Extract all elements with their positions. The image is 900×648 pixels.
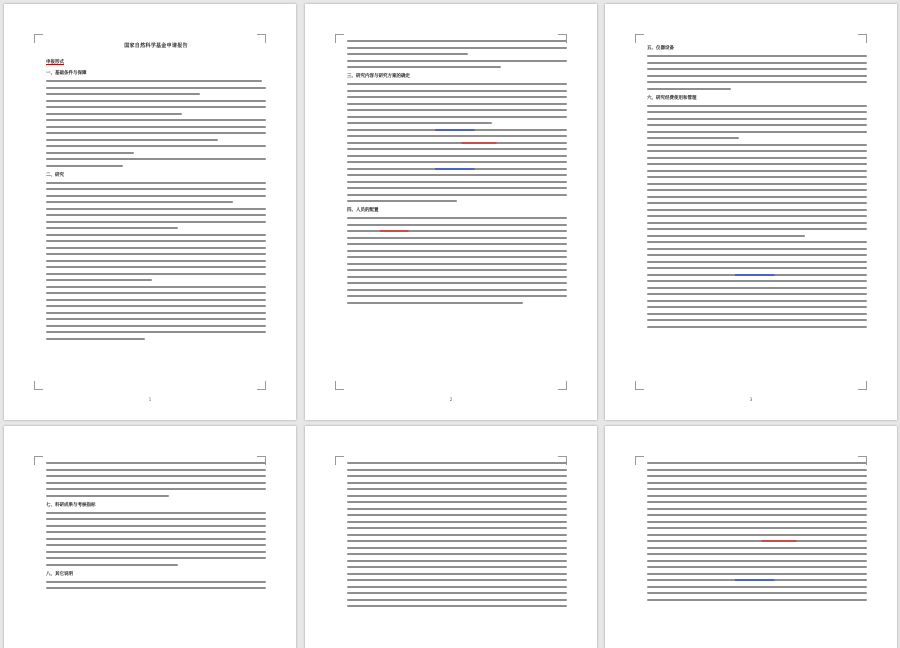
text-line <box>347 534 567 536</box>
text-line <box>647 469 867 471</box>
text-line <box>347 60 567 62</box>
text-line <box>347 269 567 271</box>
text-line <box>347 488 567 490</box>
text-line <box>347 605 567 607</box>
text-line <box>647 62 867 64</box>
crop-mark <box>858 381 867 390</box>
text-line <box>347 155 567 157</box>
text-line <box>46 182 266 184</box>
text-line <box>647 261 867 263</box>
text-line <box>347 553 567 555</box>
text-line <box>647 547 867 549</box>
text-line <box>46 87 266 89</box>
text-line <box>347 200 457 202</box>
text-line <box>46 260 266 262</box>
text-line-with-link <box>347 129 567 131</box>
text-line <box>46 221 266 223</box>
text-line <box>46 208 266 210</box>
crop-mark <box>335 34 344 43</box>
section-heading: 三、研究内容与研究方案的确定 <box>347 74 410 79</box>
text-line <box>647 111 867 113</box>
text-line <box>347 527 567 529</box>
crop-mark <box>635 34 644 43</box>
text-line <box>647 55 867 57</box>
text-line <box>647 592 867 594</box>
text-line <box>46 475 266 477</box>
page-number: 1 <box>148 397 152 402</box>
document-page-5 <box>305 426 597 648</box>
text-line <box>46 564 178 566</box>
section-heading: 一、基础条件与保障 <box>46 71 87 76</box>
page-number: 2 <box>449 397 453 402</box>
text-line <box>347 83 567 85</box>
document-page-6 <box>605 426 897 648</box>
document-page-2 <box>305 4 597 420</box>
text-line <box>347 282 567 284</box>
text-line-with-link <box>647 579 867 581</box>
text-line <box>46 227 178 229</box>
text-line <box>46 538 266 540</box>
page-content <box>347 462 567 612</box>
text-line <box>46 305 266 307</box>
text-line <box>647 228 867 230</box>
text-line <box>46 544 266 546</box>
text-line <box>46 266 266 268</box>
text-line <box>347 295 567 297</box>
text-line <box>46 312 266 314</box>
text-line <box>647 501 867 503</box>
text-line <box>347 514 567 516</box>
text-line <box>647 300 867 302</box>
text-line <box>347 96 567 98</box>
text-line <box>46 158 266 160</box>
text-line <box>647 553 867 555</box>
text-line <box>347 148 567 150</box>
text-line <box>647 157 867 159</box>
text-line <box>46 581 266 583</box>
text-line <box>46 139 218 141</box>
text-line <box>347 289 567 291</box>
text-line <box>347 53 468 55</box>
text-line <box>647 170 867 172</box>
text-line <box>46 279 152 281</box>
text-line <box>46 253 266 255</box>
text-line <box>46 165 123 167</box>
crop-mark <box>34 456 43 465</box>
text-line <box>347 194 567 196</box>
page-content <box>647 40 867 332</box>
text-line <box>46 482 266 484</box>
crop-mark <box>335 456 344 465</box>
text-line <box>647 586 867 588</box>
text-line <box>46 512 266 514</box>
text-line <box>347 462 567 464</box>
section-heading: 七、科研成果与考核指标 <box>46 502 96 508</box>
text-line <box>46 80 262 82</box>
text-line <box>647 508 867 510</box>
text-line <box>647 75 867 77</box>
text-line <box>647 81 867 83</box>
text-line <box>647 150 867 152</box>
text-line <box>647 248 867 250</box>
text-line <box>347 508 567 510</box>
text-line <box>647 254 867 256</box>
page-content <box>46 40 266 344</box>
text-line <box>647 573 867 575</box>
text-line <box>647 163 867 165</box>
text-line <box>46 325 266 327</box>
text-line <box>46 551 266 553</box>
text-line <box>647 293 867 295</box>
text-line <box>46 195 266 197</box>
text-line <box>347 276 567 278</box>
text-line <box>46 201 233 203</box>
text-line <box>46 318 266 320</box>
text-line <box>647 144 867 146</box>
text-line <box>347 573 567 575</box>
text-line <box>46 557 266 559</box>
text-line <box>347 181 567 183</box>
section-heading: 八、其它说明 <box>46 571 73 577</box>
text-line-with-link <box>347 168 567 170</box>
text-line <box>647 118 867 120</box>
text-line <box>46 113 182 115</box>
text-line <box>46 462 266 464</box>
text-line <box>347 116 567 118</box>
text-line <box>46 331 266 333</box>
text-line <box>647 514 867 516</box>
document-title: 国家自然科学基金申请报告 <box>124 43 188 49</box>
text-line <box>46 488 266 490</box>
text-line <box>347 592 567 594</box>
text-line <box>347 586 567 588</box>
crop-mark <box>257 381 266 390</box>
text-line <box>647 462 867 464</box>
section-heading: 二、研究 <box>46 172 64 178</box>
text-line <box>647 566 867 568</box>
page-content <box>647 462 867 605</box>
text-line <box>46 93 200 95</box>
section-heading: 六、研究经费使用和管理 <box>647 95 697 101</box>
text-line <box>647 560 867 562</box>
text-line <box>647 222 867 224</box>
text-line <box>46 100 266 102</box>
text-line <box>347 250 567 252</box>
text-line <box>347 161 567 163</box>
text-line <box>647 131 867 133</box>
text-line <box>347 579 567 581</box>
text-line-with-markup <box>347 142 567 144</box>
text-line <box>46 247 266 249</box>
text-line <box>347 482 567 484</box>
section-heading: 四、人员的配置 <box>347 208 379 213</box>
text-line <box>647 495 867 497</box>
text-line <box>347 90 567 92</box>
text-line <box>46 531 266 533</box>
crop-mark <box>34 34 43 43</box>
text-line <box>46 286 266 288</box>
text-line <box>46 145 266 147</box>
text-line <box>347 302 523 304</box>
text-line <box>347 47 567 49</box>
text-line <box>347 187 567 189</box>
text-line <box>46 292 266 294</box>
text-line <box>46 106 266 108</box>
section-heading: 申报形式 <box>46 60 64 65</box>
text-line <box>46 234 266 236</box>
text-line <box>347 263 567 265</box>
document-page-1 <box>4 4 296 420</box>
text-line <box>46 338 145 340</box>
text-line <box>347 122 492 124</box>
text-line <box>46 188 266 190</box>
text-line <box>647 599 867 601</box>
section-heading: 五、仪器设备 <box>647 46 674 51</box>
text-line <box>647 534 867 536</box>
text-line <box>647 287 867 289</box>
text-line <box>46 119 266 121</box>
text-line <box>46 587 266 589</box>
text-line <box>647 306 867 308</box>
text-line <box>647 137 739 139</box>
text-line-with-link <box>647 274 867 276</box>
text-line <box>647 68 867 70</box>
text-line <box>647 176 867 178</box>
text-line <box>647 215 867 217</box>
text-line <box>347 495 567 497</box>
text-line <box>647 280 867 282</box>
text-line <box>347 103 567 105</box>
text-line <box>347 566 567 568</box>
text-line <box>647 527 867 529</box>
text-line <box>647 209 867 211</box>
text-line <box>647 488 867 490</box>
text-line <box>347 174 567 176</box>
document-page-4 <box>4 426 296 648</box>
text-line <box>46 299 266 301</box>
crop-mark <box>34 381 43 390</box>
crop-mark <box>335 381 344 390</box>
text-line <box>46 469 266 471</box>
text-line <box>347 521 567 523</box>
text-line <box>46 518 266 520</box>
text-line-with-markup <box>347 230 567 232</box>
text-line <box>46 525 266 527</box>
text-line <box>647 475 867 477</box>
text-line <box>647 183 867 185</box>
text-line <box>647 88 731 90</box>
text-line <box>647 313 867 315</box>
text-line <box>46 273 266 275</box>
text-line <box>347 224 567 226</box>
text-line <box>347 135 567 137</box>
text-line <box>647 521 867 523</box>
text-line <box>46 126 266 128</box>
text-line <box>347 237 567 239</box>
text-line <box>347 501 567 503</box>
text-line <box>46 240 266 242</box>
text-line <box>647 267 867 269</box>
text-line-with-markup <box>647 540 867 542</box>
text-line <box>647 319 867 321</box>
text-line <box>347 475 567 477</box>
text-line <box>46 214 266 216</box>
text-line <box>46 152 134 154</box>
text-line <box>647 196 867 198</box>
document-page-3 <box>605 4 897 420</box>
text-line <box>647 482 867 484</box>
text-line <box>647 189 867 191</box>
text-line <box>647 124 867 126</box>
crop-mark <box>635 456 644 465</box>
text-line <box>347 40 567 42</box>
text-line <box>46 132 266 134</box>
text-line <box>347 243 567 245</box>
text-line <box>647 235 805 237</box>
text-line <box>647 241 867 243</box>
crop-mark <box>558 381 567 390</box>
page-content <box>347 40 567 308</box>
text-line <box>347 109 567 111</box>
text-line <box>347 217 567 219</box>
text-line <box>647 105 867 107</box>
text-line <box>347 599 567 601</box>
text-line <box>46 495 169 497</box>
text-line <box>347 66 501 68</box>
page-number: 3 <box>749 397 753 402</box>
text-line <box>647 202 867 204</box>
text-line <box>347 540 567 542</box>
page-content <box>46 462 266 594</box>
text-line <box>347 547 567 549</box>
text-line <box>347 256 567 258</box>
crop-mark <box>635 381 644 390</box>
text-line <box>647 326 867 328</box>
text-line <box>347 469 567 471</box>
text-line <box>347 560 567 562</box>
